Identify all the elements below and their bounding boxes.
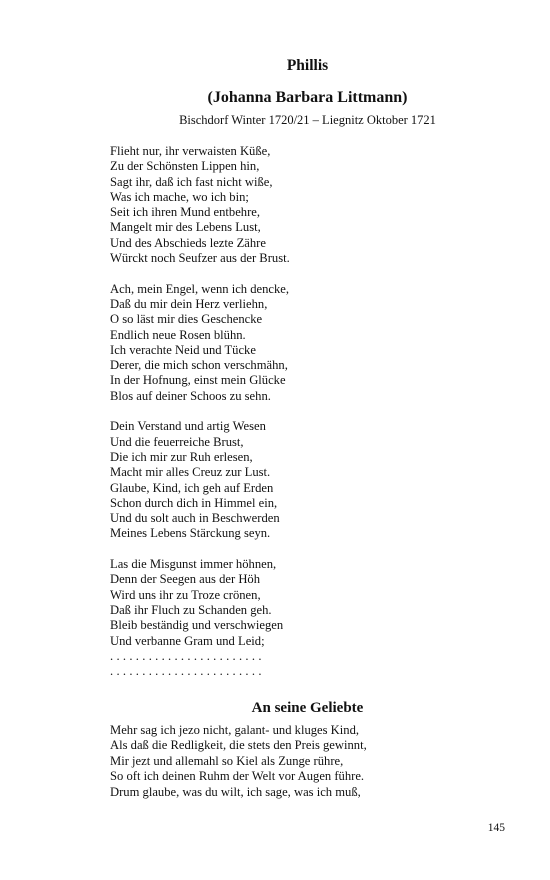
poem-line: ........................ — [110, 648, 265, 663]
poem-line: Und des Abschieds lezte Zähre — [110, 235, 266, 250]
stanza — [110, 557, 510, 679]
poem-line: Endlich neue Rosen blühn. — [110, 327, 246, 342]
poem-line: Die ich mir zur Ruh erlesen, — [110, 449, 253, 464]
stanza — [110, 282, 510, 404]
poem-line: Denn der Seegen aus der Höh — [110, 572, 261, 587]
poem-line: Daß ihr Fluch zu Schanden geh. — [110, 602, 272, 617]
poem-line: Las die Misgunst immer höhnen, — [110, 557, 277, 572]
poem-subtitle: Bischdorf Winter 1720/21 – Liegnitz Oktober 1721 — [179, 113, 436, 127]
poem-line: Derer, die mich schon verschmähn, — [110, 358, 288, 373]
poem-line: ........................ — [110, 664, 265, 679]
poem-line: Mehr sag ich jezo nicht, galant- und kluges Kind, — [110, 723, 360, 737]
page-number: 145 — [487, 822, 505, 834]
poem-line: Ach, mein Engel, wenn ich dencke, — [110, 281, 290, 296]
poem-line: Was ich mache, wo ich bin; — [110, 189, 249, 204]
poem-line: Wird uns ihr zu Troze crönen, — [110, 587, 261, 602]
poem-line: Bleib beständig und verschwiegen — [110, 618, 284, 633]
stanza — [110, 144, 510, 266]
poem-line: Als daß die Redligkeit, die stets den Preis gewinnt, — [110, 738, 367, 753]
poem-line: Blos auf deiner Schoos zu sehn. — [110, 388, 271, 403]
second-poem-title: An seine Geliebte — [251, 700, 364, 716]
poem-line: Sagt ihr, daß ich fast nicht wiße, — [110, 174, 273, 189]
second-poem-body — [110, 723, 510, 800]
poem-line: Macht mir alles Creuz zur Lust. — [110, 465, 271, 480]
poem-line: Mir jezt und allemahl so Kiel als Zunge rühre, — [110, 753, 344, 768]
poem-line: In der Hofnung, einst mein Glücke — [110, 373, 286, 388]
poem-line: Flieht nur, ihr verwaisten Küße, — [110, 144, 271, 158]
poem-line: Und verbanne Gram und Leid; — [110, 633, 265, 648]
poem-author: (Johanna Barbara Littmann) — [207, 89, 408, 106]
poem-body — [110, 144, 510, 695]
poem-line: Und die feuerreiche Brust, — [110, 434, 244, 449]
poem-line: Glaube, Kind, ich geh auf Erden — [110, 480, 274, 495]
poem-line: So oft ich deinen Ruhm der Welt vor Augen führe. — [110, 769, 365, 784]
poem-line: Zu der Schönsten Lippen hin, — [110, 159, 260, 174]
poem-line: Ich verachte Neid und Tücke — [110, 342, 256, 357]
poem-line: Seit ich ihren Mund entbehre, — [110, 205, 261, 220]
poem-line: Schon durch dich in Himmel ein, — [110, 495, 278, 510]
poem-line: O so läst mir dies Geschencke — [110, 312, 263, 327]
poem-line: Drum glaube, was du wilt, ich sage, was ich muß, — [110, 784, 361, 799]
poem-line: Meines Lebens Stärckung seyn. — [110, 526, 271, 541]
poem-line: Mangelt mir des Lebens Lust, — [110, 220, 261, 235]
poem-line: Und du solt auch in Beschwerden — [110, 511, 280, 526]
poem-title: Phillis — [286, 57, 329, 74]
poem-line: Dein Verstand und artig Wesen — [110, 419, 266, 434]
stanza — [110, 419, 510, 541]
poem-line: Würckt noch Seufzer aus der Brust. — [110, 251, 290, 266]
poem-line: Daß du mir dein Herz verliehn, — [110, 296, 268, 311]
